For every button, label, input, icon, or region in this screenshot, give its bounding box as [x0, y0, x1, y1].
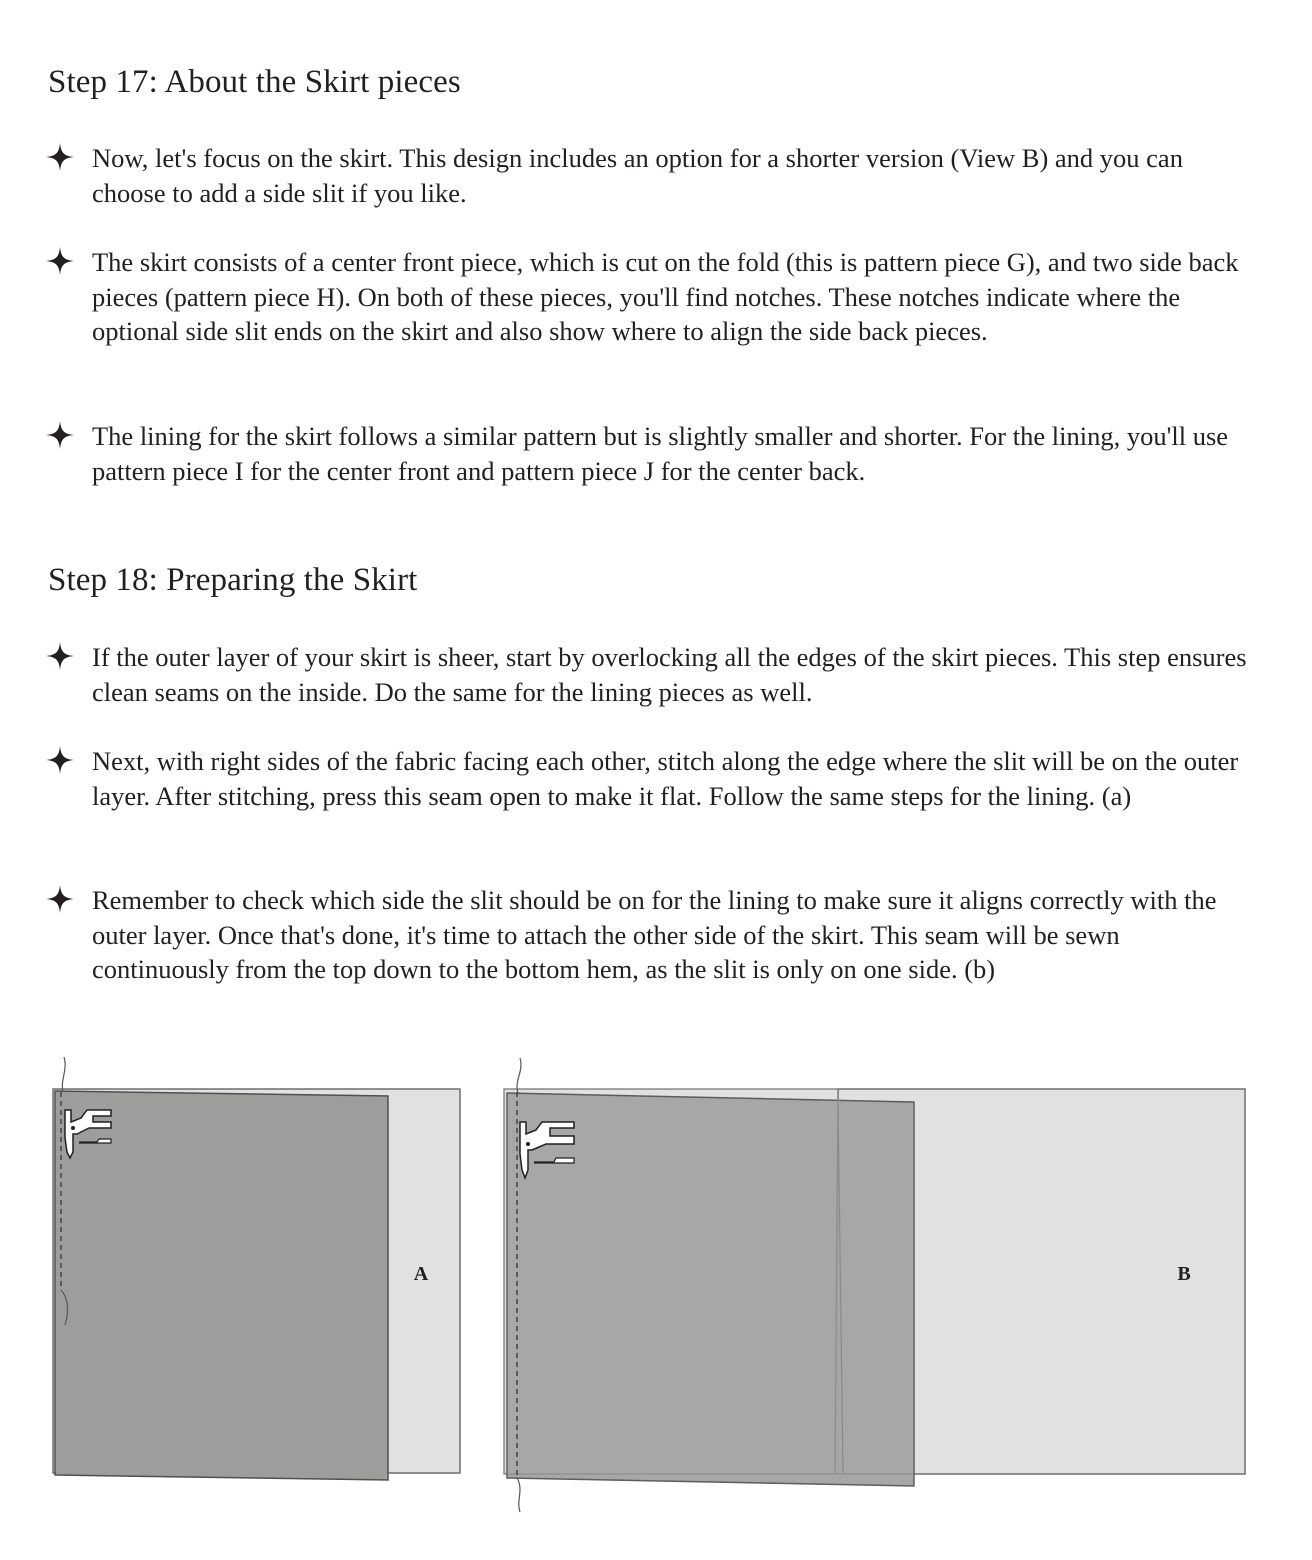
bullet-text: The skirt consists of a center front piece, which is cut on the fold (this is pattern piece G), and two side back pieces (pattern piece H). On both of these pieces, you'll find notches. These notches indicate where the optional side slit ends on the skirt and also show where to align the side back pieces.	[92, 247, 1239, 346]
four-point-star-icon	[44, 419, 76, 451]
figure-a-illustration	[0, 1050, 480, 1500]
four-point-star-icon	[44, 883, 76, 915]
bullet-text: Now, let's focus on the skirt. This design includes an option for a shorter version (View B) and you can choose to add a side slit if you like.	[92, 143, 1183, 208]
figure-b-illustration	[490, 1050, 1260, 1520]
step-17-heading: Step 17: About the Skirt pieces	[48, 64, 461, 100]
bullet-text: Next, with right sides of the fabric facing each other, stitch along the edge where the slit will be on the outer layer. After stitching, press this seam open to make it flat. Follow the same steps for the lining. (a)	[92, 746, 1239, 811]
step-18-bullet-3	[44, 883, 1254, 987]
four-point-star-icon	[44, 744, 76, 776]
four-point-star-icon	[44, 245, 76, 277]
step-18-heading: Step 18: Preparing the Skirt	[48, 562, 418, 598]
four-point-star-icon	[44, 141, 76, 173]
step-17-bullet-3	[44, 419, 1254, 488]
step-18-bullet-2	[44, 744, 1254, 813]
bullet-text: Remember to check which side the slit should be on for the lining to make sure it aligns correctly with the outer layer. Once that's done, it's time to attach the other side of the skirt. This seam will be sewn continuously from the top down to the bottom hem, as the slit is only on one side. (b)	[92, 885, 1217, 984]
bullet-text: The lining for the skirt follows a similar pattern but is slightly smaller and shorter. For the lining, you'll use pattern piece I for the center front and pattern piece J for the center back.	[92, 421, 1229, 486]
step-17-bullet-1	[44, 141, 1254, 210]
step-18-bullet-1	[44, 640, 1254, 709]
four-point-star-icon	[44, 640, 76, 672]
figure-b-label: B	[1177, 1263, 1191, 1285]
step-17-bullet-2	[44, 245, 1254, 349]
figure-a-label: A	[413, 1263, 429, 1285]
bullet-text: If the outer layer of your skirt is sheer, start by overlocking all the edges of the skirt pieces. This step ensures clean seams on the inside. Do the same for the lining pieces as well.	[92, 642, 1247, 707]
